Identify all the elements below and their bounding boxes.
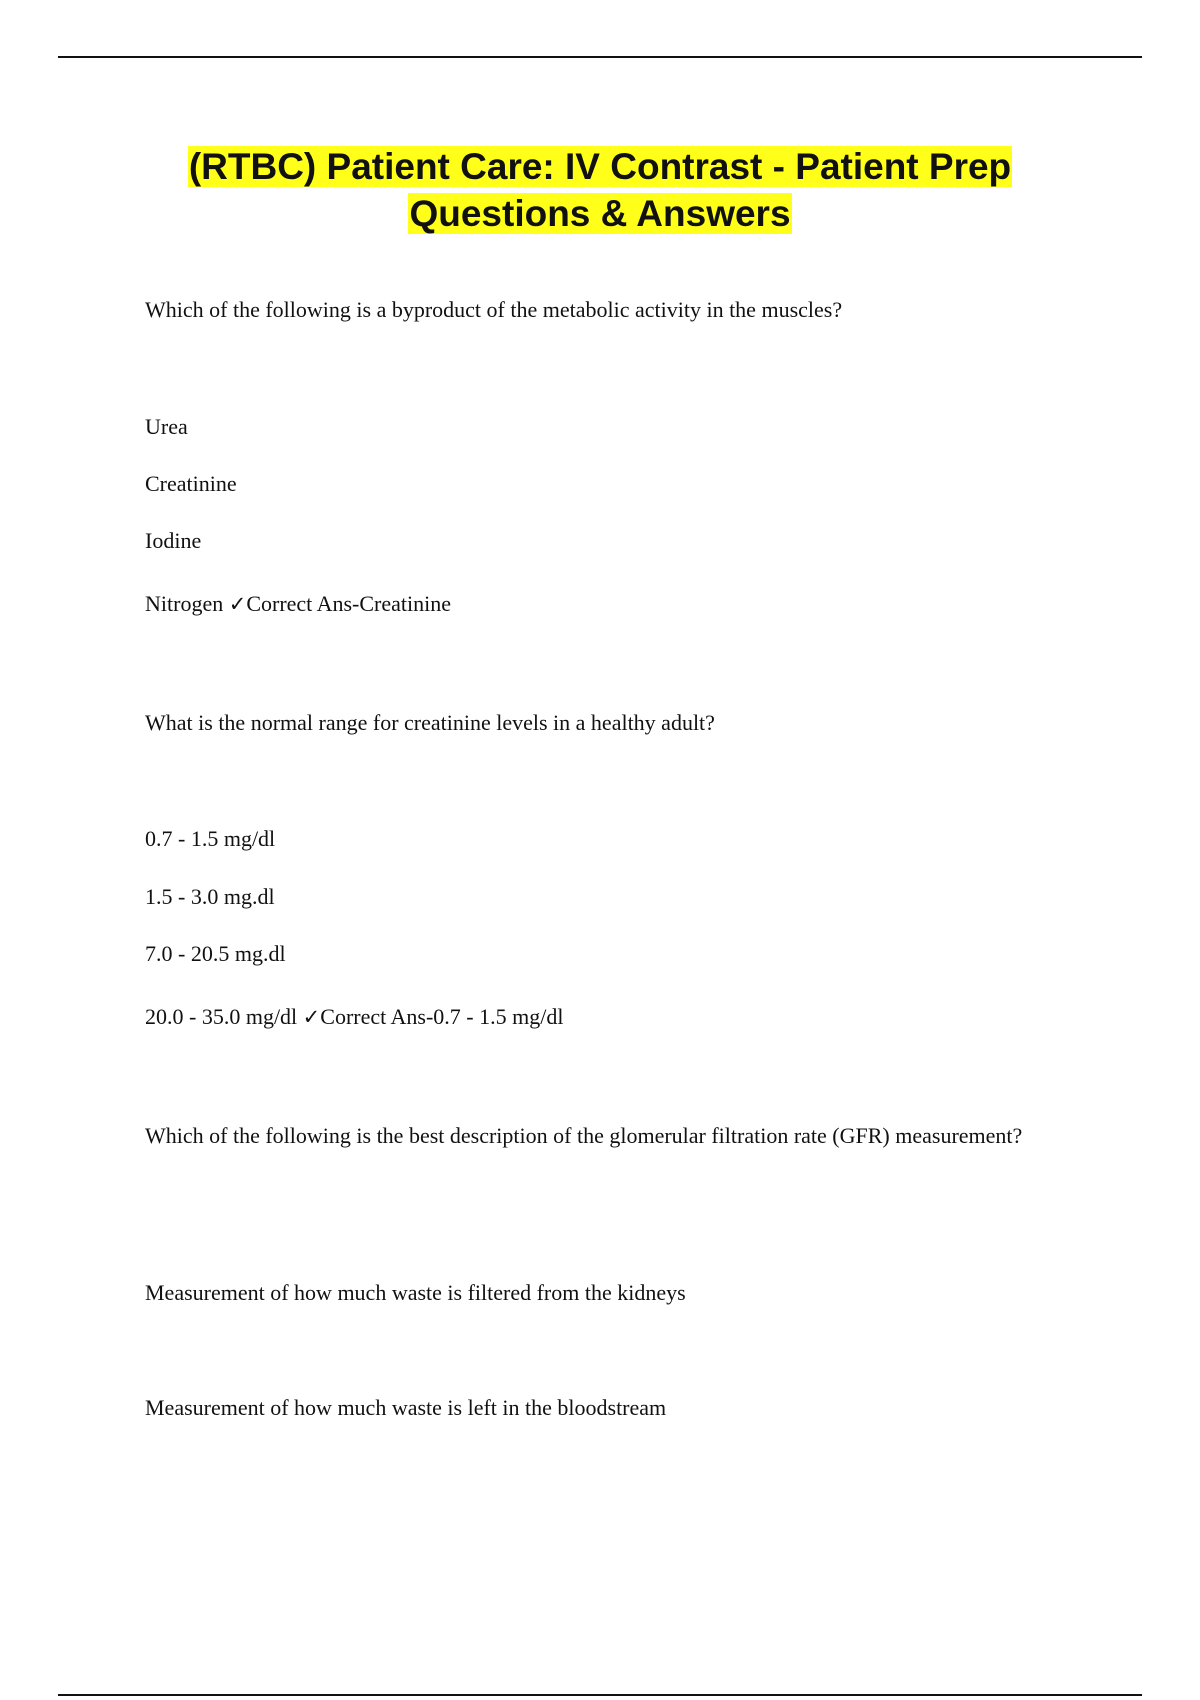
question-1-answer: Correct Ans-Creatinine (246, 591, 451, 616)
question-1-text: Which of the following is a byproduct of the metabolic activity in the muscles? (145, 297, 843, 322)
question-1-option-c: Iodine (145, 528, 202, 553)
header-rule (58, 56, 1142, 58)
question-2-answer: Correct Ans-0.7 - 1.5 mg/dl (320, 1004, 564, 1029)
question-2-option-d: 20.0 - 35.0 mg/dl (145, 1004, 298, 1029)
question-2-text: What is the normal range for creatinine levels in a healthy adult? (145, 710, 715, 735)
checkmark-icon: ✓ (302, 1005, 321, 1029)
question-2-option-d-line (145, 997, 563, 1037)
question-2-option-c: 7.0 - 20.5 mg.dl (145, 941, 286, 966)
checkmark-icon: ✓ (228, 592, 247, 616)
title-line-2: Questions & Answers (409, 193, 791, 234)
question-1-option-b: Creatinine (145, 471, 237, 496)
question-1-option-d: Nitrogen (145, 591, 224, 616)
question-2-option-a: 0.7 - 1.5 mg/dl (145, 826, 276, 851)
footer-rule (58, 1694, 1142, 1696)
question-3-option-b: Measurement of how much waste is left in the bloodstream (145, 1395, 667, 1420)
question-2-option-b: 1.5 - 3.0 mg.dl (145, 884, 275, 909)
document-title (60, 143, 1140, 237)
title-line-1: (RTBC) Patient Care: IV Contrast - Patient Prep (188, 146, 1012, 187)
question-1-option-a: Urea (145, 414, 188, 439)
question-3-text: Which of the following is the best description of the glomerular filtration rate (GFR) measurement? (145, 1123, 1023, 1148)
question-1-option-d-line (145, 584, 451, 624)
question-3-option-a: Measurement of how much waste is filtered from the kidneys (145, 1280, 686, 1305)
